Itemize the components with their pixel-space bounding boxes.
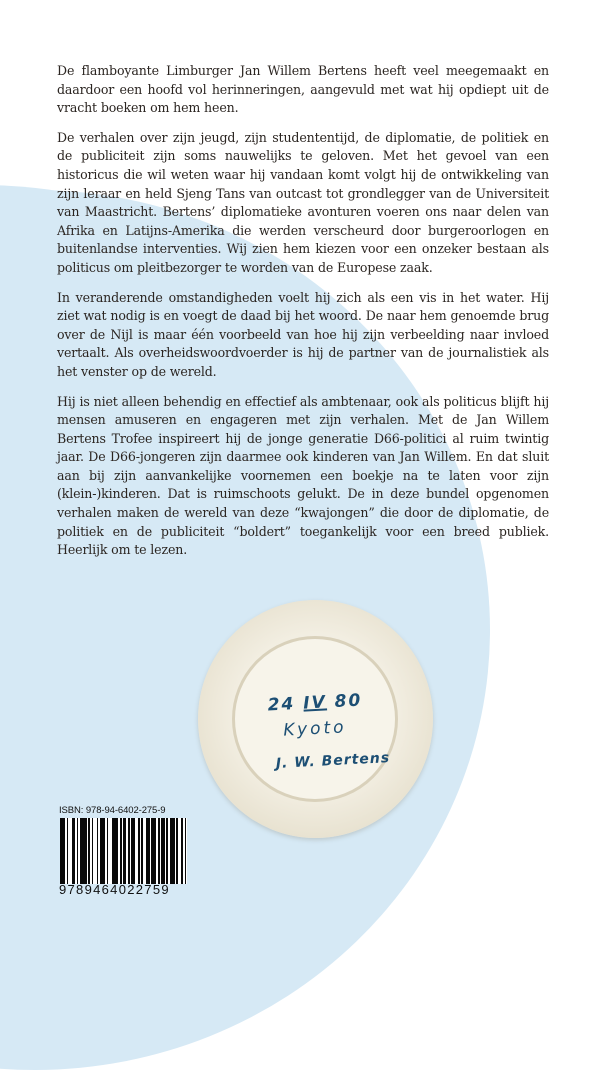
inscription-year: 80	[334, 690, 363, 712]
plate-inscription-signature: J. W. Bertens	[275, 750, 391, 772]
blurb-paragraph-4: Hij is niet alleen behendig en effectief als ambtenaar, ook als politicus blijft hij mensen amuseren en engageren met zijn verhalen. Met de Jan Willem Bertens Trofee inspireert hij de jonge generatie D66-politici al ruim twintig jaar. De D66-jongeren zijn daarmee ook kinderen van Jan Willem. En dat sluit aan bij zijn aanvankelijke voornemen een boekje na te laten voor zijn (klein-)kinderen. Dat is ruimschoots gelukt. De in deze bundel opgenomen verhalen maken de wereld van deze “kwajongen” die door de diplomatie, de politiek en de publiciteit “boldert” toegankelijk voor een breed publiek. Heerlijk om te lezen.	[57, 393, 549, 558]
inscription-day: 24	[267, 694, 296, 716]
plate-inscription-city: Kyoto	[282, 717, 348, 741]
isbn-barcode-digits: 9789464022759	[59, 882, 170, 897]
inscription-month: IV	[302, 692, 328, 714]
isbn-label: ISBN: 978-94-6402-275-9	[59, 805, 166, 816]
blurb-paragraph-1: De flamboyante Limburger Jan Willem Bertens heeft veel meegemaakt en daardoor een hoofd vol herinneringen, aangevuld met wat hij opdiept uit de vracht boeken om hem heen.	[57, 63, 549, 116]
plate-inscription-date	[235, 689, 396, 717]
barcode-bar	[185, 818, 187, 884]
barcode-bar	[80, 818, 87, 884]
isbn-barcode	[60, 818, 187, 884]
barcode-bar	[112, 818, 119, 884]
signed-plate-photo	[198, 600, 433, 838]
plate-foot-ring	[232, 636, 398, 802]
blurb-paragraph-3: In veranderende omstandigheden voelt hij zich als een vis in het water. Hij ziet wat nodig is en voegt de daad bij het woord. De naar hem genoemde brug over de Nijl is maar één voorbeeld van hoe hij zijn verbeelding naar invloed vertaalt. Als overheidswoordvoerder is hij de partner van de journalistiek als het venster op de wereld.	[57, 289, 549, 379]
blurb-paragraph-2: De verhalen over zijn jeugd, zijn studententijd, de diplomatie, de politiek en de publiciteit zijn soms nauwelijks te geloven. Met het gevoel van een historicus die wil weten waar hij vandaan komt volgt hij de ontwikkeling van zijn leraar en held Sjeng Tans van outcast tot grondlegger van de Universiteit van Maastricht. Bertens’ diplomatieke avonturen voeren ons naar delen van Afrika en Latijns-Amerika die werden verscheurd door burgeroorlogen en buitenlandse interventies. Wij zien hem kiezen voor een onzeker bestaan als politicus om pleitbezorger te worden van de Europese zaak.	[57, 129, 549, 275]
back-cover-blurb	[57, 62, 549, 571]
